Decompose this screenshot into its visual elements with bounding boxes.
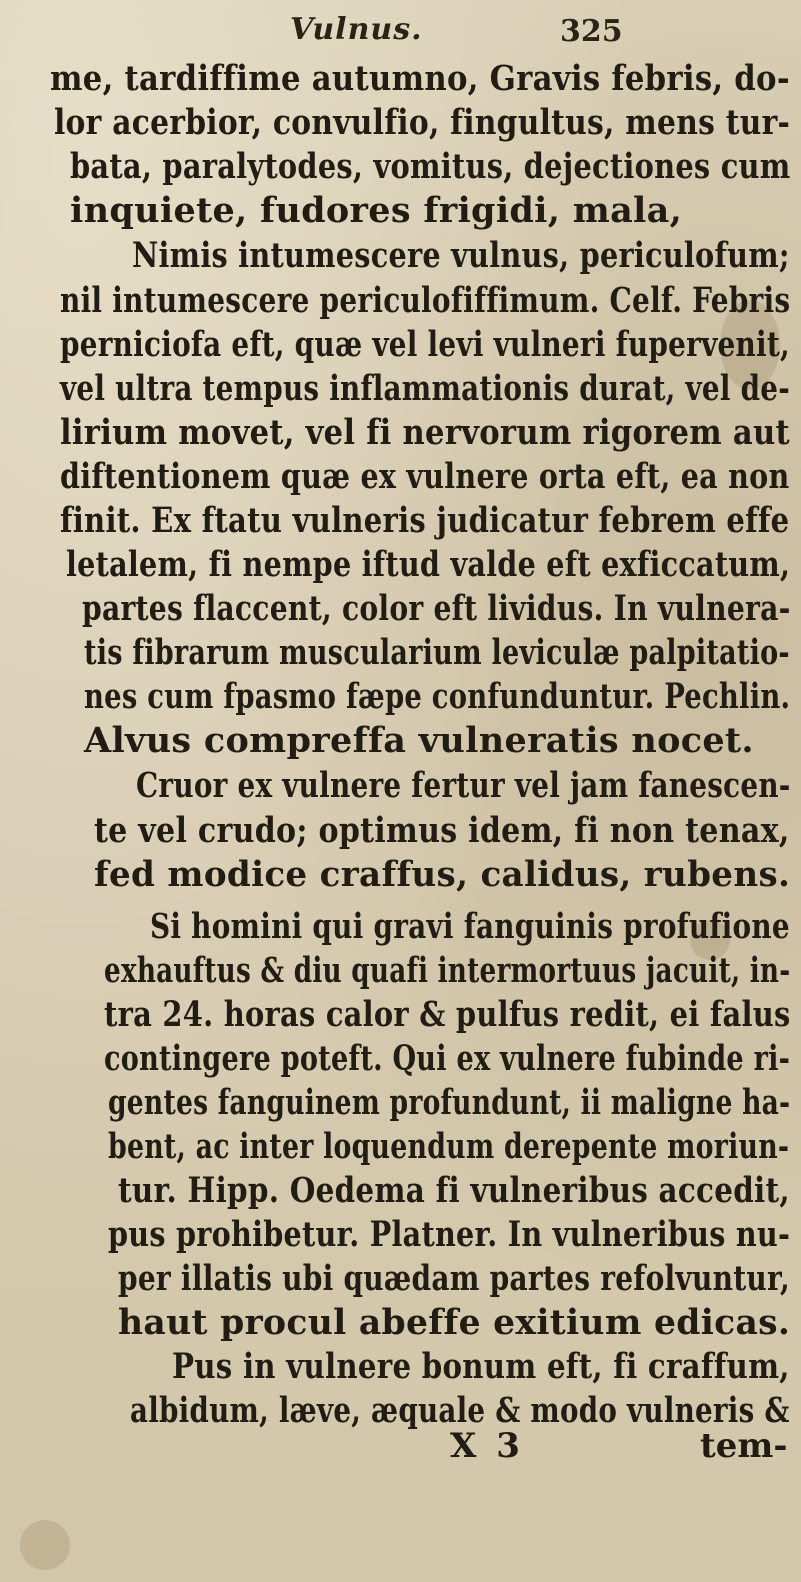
text-line: Cruor ex vulnere fertur vel jam fanescen-: [136, 765, 791, 806]
text-line: nes cum fpasmo fæpe confunduntur. Pechlin.: [84, 676, 791, 717]
text-line: gentes fanguinem profundunt, ii maligne ha-: [108, 1082, 791, 1123]
text-line: te vel crudo; optimus idem, fi non tenax,: [94, 810, 790, 851]
text-line: finit. Ex ftatu vulneris judicatur febrem effe: [60, 500, 790, 541]
text-line: lor acerbior, convulfio, fingultus, mens tur-: [54, 102, 791, 143]
text-line: contingere poteft. Qui ex vulnere fubinde ri-: [104, 1038, 791, 1079]
text-line: letalem, fi nempe iftud valde eft exficcatum,: [66, 544, 791, 585]
text-line: haut procul abeffe exitium edicas.: [118, 1302, 791, 1343]
text-line: Pus in vulnere bonum eft, fi craffum,: [172, 1346, 790, 1387]
text-line: tur. Hipp. Oedema fi vulneribus accedit,: [118, 1170, 790, 1211]
catchword: tem-: [700, 1426, 788, 1466]
text-line: bent, ac inter loquendum derepente moriun-: [108, 1126, 790, 1167]
text-line: me, tardiffime autumno, Gravis febris, do-: [50, 58, 790, 99]
running-head: Vulnus.: [290, 12, 423, 47]
text-line: Nimis intumescere vulnus, periculofum;: [132, 235, 790, 276]
text-line: Si homini qui gravi fanguinis profufione: [150, 906, 790, 947]
text-line: bata, paralytodes, vomitus, dejectiones cum: [70, 146, 791, 187]
text-line: per illatis ubi quædam partes refolvuntur,: [118, 1258, 791, 1299]
text-line: nil intumescere periculofiffimum. Celf. Febris: [60, 280, 791, 321]
text-line: exhauftus & diu quafi intermortuus jacuit, in-: [104, 950, 791, 991]
page-number: 325: [560, 14, 623, 49]
text-line: albidum, læve, æquale & modo vulneris &: [130, 1390, 790, 1431]
text-line: partes flaccent, color eft lividus. In vulnera-: [82, 588, 791, 629]
text-line: inquiete, fudores frigidi, mala,: [70, 190, 683, 231]
text-line: tra 24. horas calor & pulfus redit, ei falus: [104, 994, 791, 1035]
signature-mark: X 3: [450, 1426, 524, 1466]
text-line: Alvus compreffa vulneratis nocet.: [84, 720, 754, 761]
text-line: diftentionem quæ ex vulnere orta eft, ea non: [60, 456, 790, 497]
text-line: perniciofa eft, quæ vel levi vulneri fupervenit,: [60, 324, 790, 365]
text-line: fed modice craffus, calidus, rubens.: [94, 854, 791, 895]
text-line: tis fibrarum muscularium leviculæ palpitatio-: [84, 632, 790, 673]
text-line: vel ultra tempus inflammationis durat, vel de-: [60, 368, 791, 409]
text-line: pus prohibetur. Platner. In vulneribus nu-: [108, 1214, 791, 1255]
text-line: lirium movet, vel fi nervorum rigorem aut: [60, 412, 790, 453]
